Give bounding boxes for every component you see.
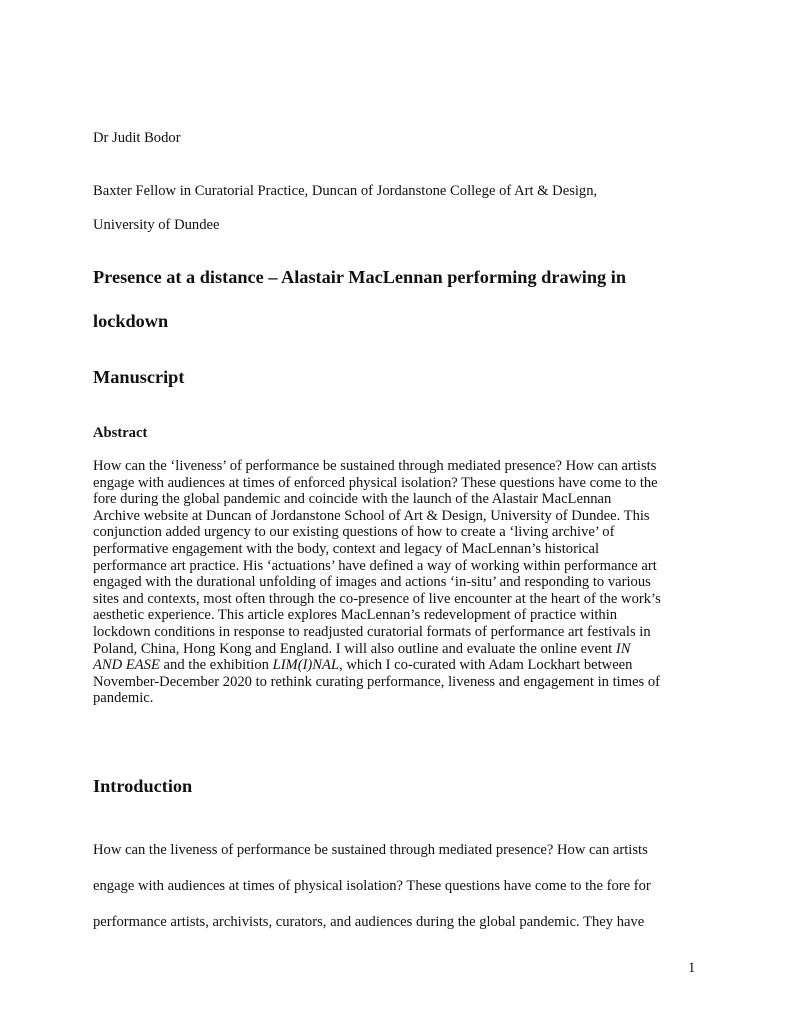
event-title-italic: IN [615, 640, 631, 657]
introduction-heading: Introduction [93, 776, 193, 796]
abstract-body [93, 458, 713, 707]
page-number: 1 [688, 960, 696, 976]
abstract-line: November-December 2020 to rethink curating performance, liveness and engagement in times of [93, 673, 661, 690]
abstract-text: Poland, China, Hong Kong and England. I will also outline and evaluate the online event [93, 640, 616, 657]
abstract-line [93, 657, 713, 674]
abstract-line: sites and contexts, most often through the co-presence of live encounter at the heart of the work’s [93, 590, 661, 607]
introduction-line: engage with audiences at times of physical isolation? These questions have come to the fore for [93, 878, 651, 894]
affiliation-line-1: Baxter Fellow in Curatorial Practice, Duncan of Jordanstone College of Art & Design, [93, 183, 598, 199]
introduction-line: performance artists, archivists, curators, and audiences during the global pandemic. They have [93, 914, 645, 930]
abstract-line: fore during the global pandemic and coincide with the launch of the Alastair MacLennan [93, 491, 612, 508]
abstract-line: engage with audiences at times of enforced physical isolation? These questions have come to the [93, 474, 658, 491]
exhibition-title-italic: LIM(I)NAL [272, 657, 340, 674]
event-title-italic: AND EASE [93, 657, 160, 674]
abstract-line: engaged with the durational unfolding of images and actions ‘in-situ’ and responding to various [93, 574, 651, 591]
abstract-line [93, 641, 713, 658]
abstract-line: lockdown conditions in response to readjusted curatorial formats of performance art festivals in [93, 623, 651, 640]
abstract-line: performative engagement with the body, context and legacy of MacLennan’s historical [93, 540, 600, 557]
abstract-heading: Abstract [93, 425, 148, 441]
abstract-line: aesthetic experience. This article explores MacLennan’s redevelopment of practice within [93, 607, 618, 624]
abstract-text: and the exhibition [159, 657, 273, 674]
introduction-body [93, 832, 713, 940]
introduction-line: How can the liveness of performance be sustained through mediated presence? How can artists [93, 842, 648, 858]
author-name: Dr Judit Bodor [93, 130, 181, 146]
abstract-line: conjunction added urgency to our existing questions of how to create a ‘living archive’ of [93, 524, 615, 541]
abstract-line: Archive website at Duncan of Jordanstone School of Art & Design, University of Dundee. This [93, 507, 650, 524]
abstract-line: performance art practice. His ‘actuations’ have defined a way of working within performance art [93, 557, 657, 574]
paper-title-line-1: Presence at a distance – Alastair MacLennan performing drawing in [93, 267, 627, 287]
manuscript-label: Manuscript [93, 367, 185, 387]
abstract-text: , which I co-curated with Adam Lockhart between [339, 657, 633, 674]
abstract-line: pandemic. [93, 690, 154, 707]
paper-title-line-2: lockdown [93, 311, 169, 331]
affiliation-line-2: University of Dundee [93, 217, 220, 233]
abstract-line: How can the ‘liveness’ of performance be sustained through mediated presence? How can artists [93, 458, 657, 474]
